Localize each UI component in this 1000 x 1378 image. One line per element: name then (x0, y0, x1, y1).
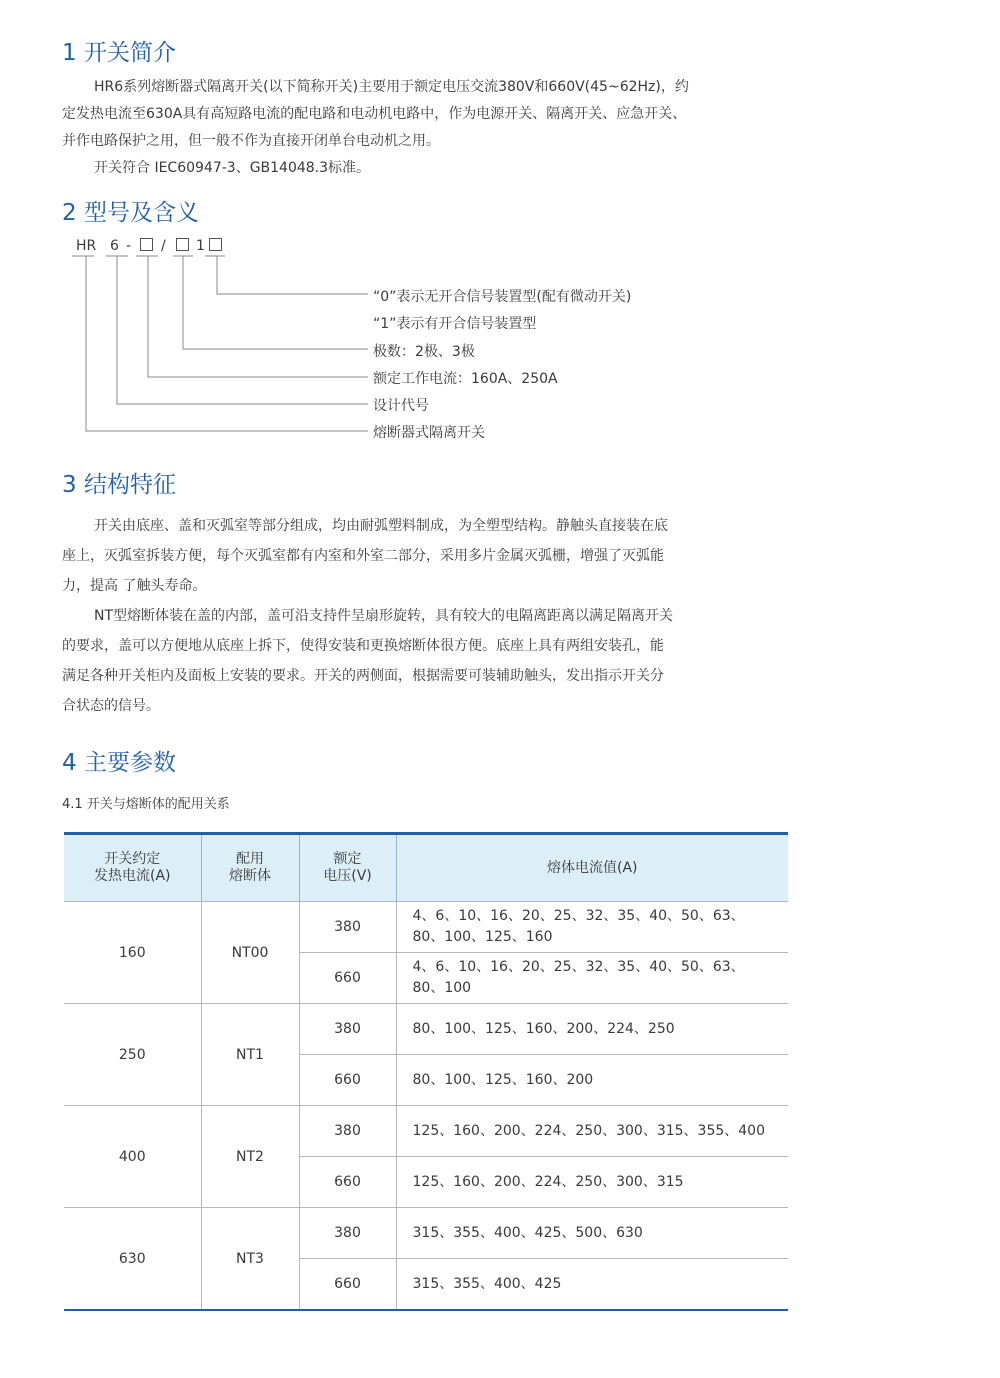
standards-line: 开关符合 IEC60947-3、GB14048.3标准。 (94, 160, 371, 176)
header-fuse-current-values: 熔体电流值(A) (396, 834, 788, 902)
meaning-poles: 极数：2极、3极 (373, 344, 475, 360)
table-header-row (64, 834, 788, 902)
table-subtitle: 4.1 开关与熔断体的配用关系 (62, 797, 230, 812)
header-fuse (201, 834, 299, 902)
connector-design (117, 256, 368, 404)
structure-line: 合状态的信号。 (62, 698, 160, 714)
section-title-model: 2 型号及含义 (62, 200, 199, 226)
cell-fuse-type: NT00 (201, 902, 299, 1004)
meaning-product-type: 熔断器式隔离开关 (373, 425, 485, 441)
cell-fuse-values: 315、355、400、425 (396, 1259, 788, 1311)
connector-poles (183, 256, 368, 349)
code-hr: HR (76, 238, 97, 254)
cell-rated-current: 630 (64, 1208, 201, 1311)
cell-fuse-values: 80、100、125、160、200 (396, 1055, 788, 1106)
header-rated-current (64, 834, 201, 902)
header-text: 熔断体 (229, 868, 271, 884)
cell-fuse-values: 80、100、125、160、200、224、250 (396, 1004, 788, 1055)
cell-rated-current: 250 (64, 1004, 201, 1106)
values-line: 4、6、10、16、20、25、32、35、40、50、63、 (412, 959, 745, 975)
cell-voltage: 380 (299, 902, 396, 953)
structure-line: 满足各种开关柜内及面板上安装的要求。开关的两侧面，根据需要可装辅助触头，发出指示开关分 (62, 668, 664, 684)
header-text: 电压(V) (323, 868, 372, 884)
cell-fuse-values: 125、160、200、224、250、300、315、355、400 (396, 1106, 788, 1157)
meaning-current: 额定工作电流：160A、250A (373, 371, 558, 387)
cell-voltage: 660 (299, 953, 396, 1004)
header-text: 发热电流(A) (93, 868, 171, 884)
header-voltage (299, 834, 396, 902)
values-line: 80、100 (412, 980, 472, 996)
intro-line: 并作电路保护之用，但一般不作为直接开闭单台电动机之用。 (62, 133, 440, 149)
meaning-design-code: 设计代号 (373, 398, 429, 414)
structure-paragraph (62, 511, 802, 721)
section-title-structure: 3 结构特征 (62, 472, 176, 498)
values-line: 4、6、10、16、20、25、32、35、40、50、63、 (412, 908, 745, 924)
cell-fuse-values (396, 902, 788, 953)
cell-fuse-type: NT1 (201, 1004, 299, 1106)
table-row (64, 1106, 788, 1157)
cell-voltage: 380 (299, 1208, 396, 1259)
cell-fuse-type: NT3 (201, 1208, 299, 1311)
structure-line: 力，提高 了触头寿命。 (62, 578, 207, 594)
cell-fuse-values: 125、160、200、224、250、300、315 (396, 1157, 788, 1208)
structure-line: NT型熔断体装在盖的内部，盖可沿支持件呈扇形旋转，具有较大的电隔离距离以满足隔离开关 (94, 608, 674, 624)
connector-type (86, 256, 368, 431)
intro-line: HR6系列熔断器式隔离开关(以下简称开关)主要用于额定电压交流380V和660V(45~62Hz)，约 (94, 79, 689, 95)
code-one: 1 (196, 238, 205, 254)
section-title-intro: 1 开关简介 (62, 40, 176, 66)
header-text: 配用 (236, 851, 264, 867)
cell-voltage: 380 (299, 1004, 396, 1055)
cell-fuse-values: 315、355、400、425、500、630 (396, 1208, 788, 1259)
cell-rated-current: 160 (64, 902, 201, 1004)
values-line: 80、100、125、160 (412, 929, 553, 945)
cell-fuse-type: NT2 (201, 1106, 299, 1208)
header-text: 开关约定 (104, 851, 161, 867)
structure-line: 的要求，盖可以方便地从底座上拆下，使得安装和更换熔断体很方便。底座上具有两组安装孔，能 (62, 638, 664, 654)
code-six: 6 (110, 238, 119, 254)
table-row (64, 1208, 788, 1259)
code-dash: - (126, 238, 132, 254)
cell-voltage: 660 (299, 1259, 396, 1311)
section-title-parameters: 4 主要参数 (62, 750, 176, 776)
header-text: 额定 (333, 851, 362, 867)
table-row (64, 1004, 788, 1055)
intro-line: 定发热电流至630A具有高短路电流的配电路和电动机电路中，作为电源开关、隔离开关、应急开关、 (62, 106, 687, 122)
cell-voltage: 660 (299, 1055, 396, 1106)
code-slash: / (161, 238, 166, 254)
table-row (64, 902, 788, 953)
structure-line: 开关由底座、盖和灭弧室等部分组成，均由耐弧塑料制成，为全塑型结构。静触头直接装在底 (94, 518, 668, 534)
cell-fuse-values (396, 953, 788, 1004)
fuse-matching-table (64, 832, 788, 1311)
cell-voltage: 380 (299, 1106, 396, 1157)
meaning-signal-1: “1”表示有开合信号装置型 (373, 316, 537, 332)
connector-current (148, 256, 368, 377)
cell-rated-current: 400 (64, 1106, 201, 1208)
connector-signal (217, 256, 368, 294)
structure-line: 座上，灭弧室拆装方便，每个灭弧室都有内室和外室二部分，采用多片金属灭弧栅，增强了灭弧能 (62, 548, 664, 564)
meaning-signal-0: “0”表示无开合信号装置型(配有微动开关) (373, 289, 632, 305)
cell-voltage: 660 (299, 1157, 396, 1208)
